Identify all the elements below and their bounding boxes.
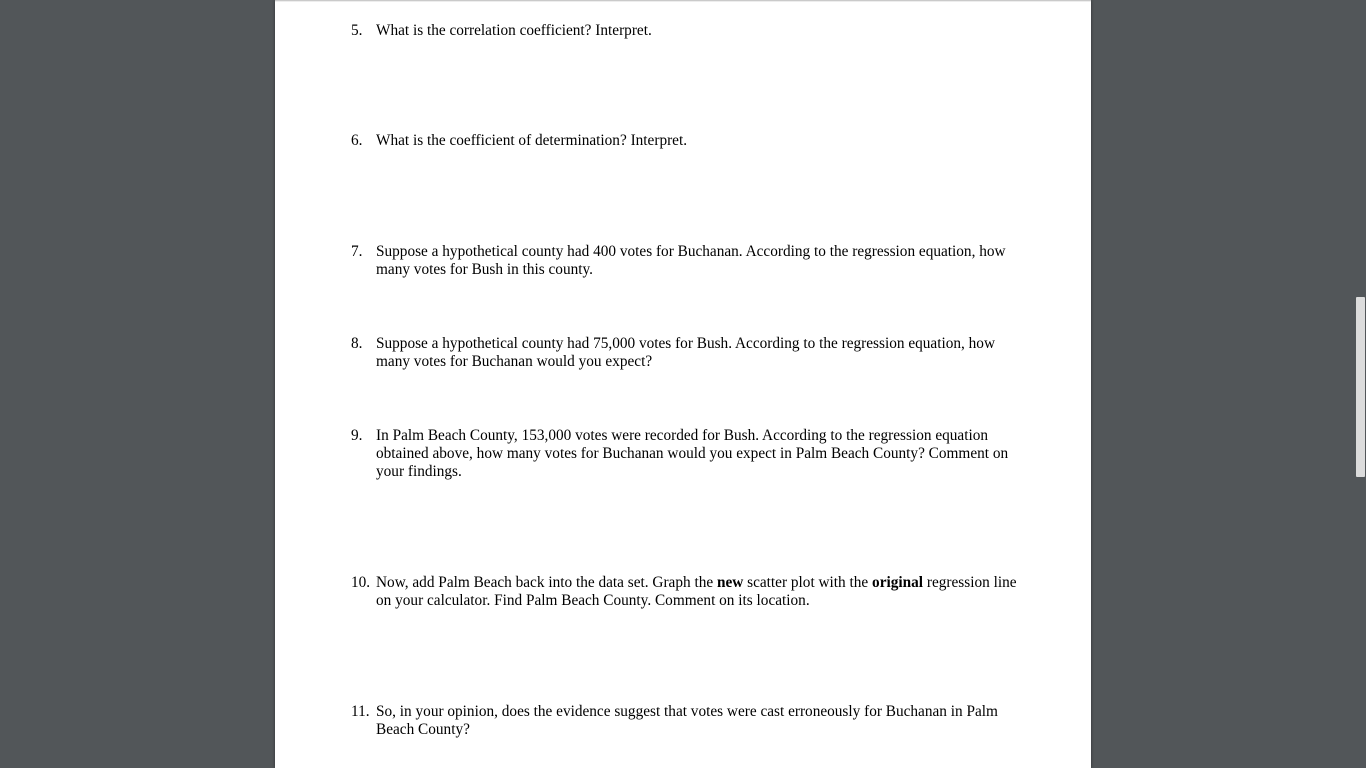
- question-9: [351, 427, 1031, 481]
- question-number: 9.: [351, 427, 363, 444]
- question-text: In Palm Beach County, 153,000 votes were recorded for Bush. According to the regression equation obtained above, how many votes for Buchanan would you expect in Palm Beach County? Comment on your findings.: [376, 427, 1009, 480]
- document-page: [275, 0, 1091, 768]
- question-number: 6.: [351, 132, 363, 149]
- question-11: [351, 703, 1031, 739]
- question-text: [376, 574, 1031, 610]
- question-8: [351, 335, 1031, 371]
- question-number: 5.: [351, 22, 363, 39]
- question-number: 7.: [351, 243, 363, 260]
- question-text: What is the correlation coefficient? Interpret.: [376, 22, 652, 39]
- question-10: [351, 574, 1031, 610]
- question-number: 8.: [351, 335, 363, 352]
- question-text: What is the coefficient of determination? Interpret.: [376, 132, 688, 149]
- emphasis-new: new: [716, 574, 744, 591]
- question-6: [351, 132, 1031, 150]
- question-text-part: Now, add Palm Beach back into the data set. Graph the: [376, 574, 717, 591]
- scrollbar-thumb[interactable]: [1356, 297, 1365, 477]
- question-text: Suppose a hypothetical county had 75,000 votes for Bush. According to the regression equation, how many votes for Buchanan would you expect?: [376, 335, 995, 370]
- page-top-shadow: [275, 0, 1091, 2]
- question-text: So, in your opinion, does the evidence suggest that votes were cast erroneously for Buchanan in Palm Beach County?: [376, 703, 998, 738]
- question-7: [351, 243, 1031, 279]
- question-5: [351, 22, 1031, 40]
- question-number: 10.: [351, 574, 371, 591]
- emphasis-original: original: [872, 574, 924, 591]
- question-text-part: regression line on your calculator. Find Palm Beach County. Comment on its location.: [376, 574, 1017, 609]
- question-text-part: scatter plot with the: [743, 574, 873, 591]
- vertical-scrollbar[interactable]: [1355, 0, 1366, 768]
- question-text: Suppose a hypothetical county had 400 votes for Buchanan. According to the regression equation, how many votes for Bush in this county.: [376, 243, 1006, 278]
- question-number: 11.: [351, 703, 370, 720]
